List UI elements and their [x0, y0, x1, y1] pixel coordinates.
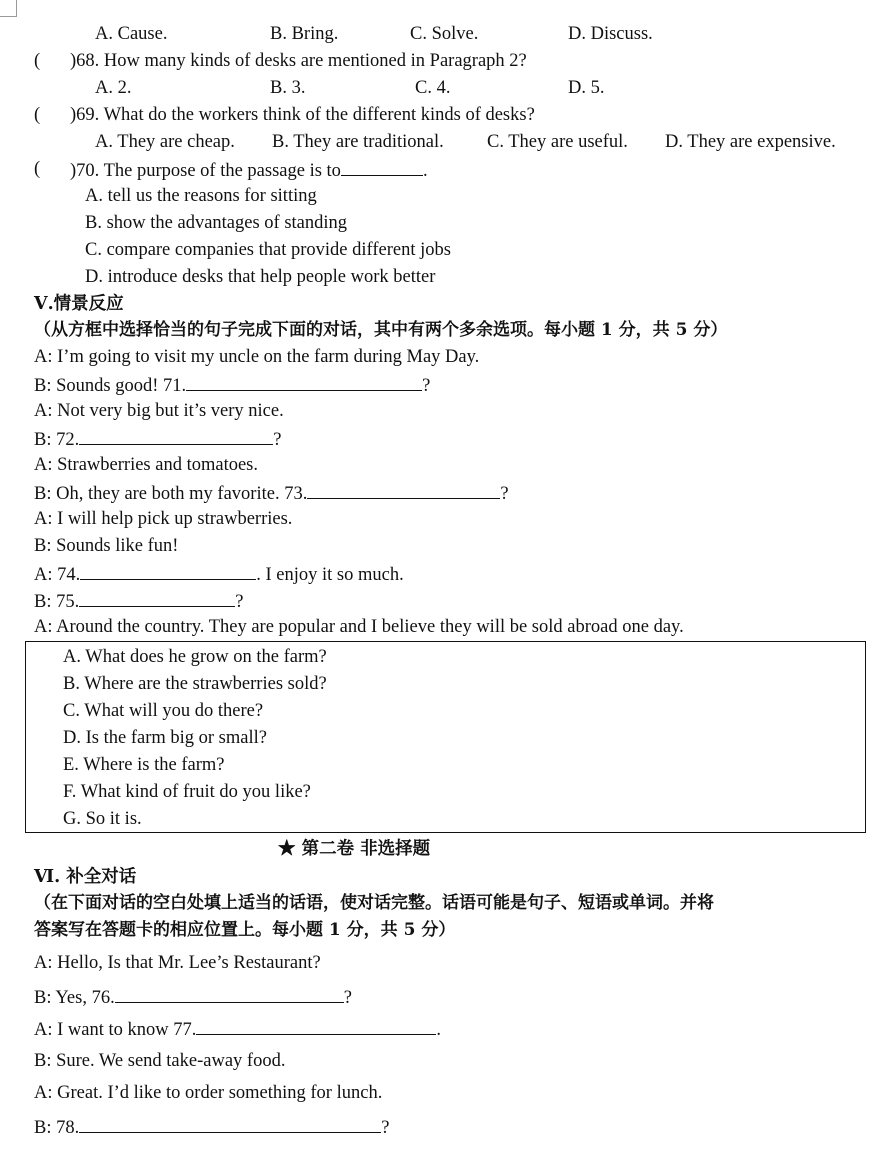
blank-71[interactable]	[186, 372, 422, 391]
q69-stem: )69. What do the workers think of the different kinds of desks?	[70, 105, 535, 125]
s5-line10-end: ?	[235, 592, 244, 612]
part2-title: ★ 第二卷 非选择题	[278, 839, 431, 859]
q70-option-a: A. tell us the reasons for sitting	[85, 186, 317, 206]
s5-dialogue-line-10	[34, 588, 243, 612]
section5-title: Ⅴ.情景反应	[34, 294, 124, 314]
q68-stem: )68. How many kinds of desks are mentioned in Paragraph 2?	[70, 51, 527, 71]
q70-option-c: C. compare companies that provide different jobs	[85, 240, 451, 260]
s5-dialogue-line-9	[34, 561, 404, 585]
box-option-g: G. So it is.	[63, 809, 142, 829]
s6-line2-end: ?	[343, 988, 352, 1008]
s6-dialogue-line-4: B: Sure. We send take-away food.	[34, 1051, 286, 1071]
q69-option-c: C. They are useful.	[487, 132, 628, 152]
section6-instruction-line-2: 答案写在答题卡的相应位置上。每小题 1 分，共 5 分）	[34, 920, 456, 940]
q67-option-d: D. Discuss.	[568, 24, 653, 44]
s5-line2-text: B: Sounds good! 71.	[34, 376, 187, 396]
s5-line4-text: B: 72.	[34, 430, 80, 450]
s6-dialogue-line-2	[34, 984, 352, 1008]
q70-paren: (	[34, 159, 41, 179]
s5-dialogue-line-11: A: Around the country. They are popular and I believe they will be sold abroad one day.	[34, 617, 684, 637]
q70-answer-blank[interactable]	[341, 157, 423, 176]
q68-paren: (	[34, 51, 41, 71]
s5-dialogue-line-5: A: Strawberries and tomatoes.	[34, 455, 258, 475]
box-option-f: F. What kind of fruit do you like?	[63, 782, 311, 802]
s6-line6-end: ?	[381, 1118, 390, 1138]
box-option-e: E. Where is the farm?	[63, 755, 225, 775]
q70-option-b: B. show the advantages of standing	[85, 213, 348, 233]
s5-dialogue-line-7: A: I will help pick up strawberries.	[34, 509, 293, 529]
s5-line2-end: ?	[422, 376, 431, 396]
s6-dialogue-line-5: A: Great. I’d like to order something for lunch.	[34, 1083, 383, 1103]
blank-78[interactable]	[79, 1114, 381, 1133]
q70-stem: )70. The purpose of the passage is to	[70, 161, 341, 181]
box-option-c: C. What will you do there?	[63, 701, 264, 721]
s5-line9-end: . I enjoy it so much.	[256, 565, 404, 585]
box-option-b: B. Where are the strawberries sold?	[63, 674, 327, 694]
page-corner-mark	[0, 0, 17, 17]
q68-option-b: B. 3.	[270, 78, 306, 98]
blank-74[interactable]	[80, 561, 256, 580]
s5-line10-text: B: 75.	[34, 592, 80, 612]
s6-dialogue-line-1: A: Hello, Is that Mr. Lee’s Restaurant?	[34, 953, 321, 973]
q68-option-d: D. 5.	[568, 78, 605, 98]
s5-line6-end: ?	[500, 484, 509, 504]
blank-75[interactable]	[79, 588, 235, 607]
q68-option-c: C. 4.	[415, 78, 451, 98]
q67-option-b: B. Bring.	[270, 24, 339, 44]
s5-dialogue-line-3: A: Not very big but it’s very nice.	[34, 401, 284, 421]
section5-instruction: （从方框中选择恰当的句子完成下面的对话，其中有两个多余选项。每小题 1 分，共 5 分）	[34, 320, 728, 340]
q69-option-b: B. They are traditional.	[272, 132, 444, 152]
q70-stem-line	[70, 157, 428, 181]
box-option-a: A. What does he grow on the farm?	[63, 647, 327, 667]
blank-77[interactable]	[196, 1016, 436, 1035]
section6-instruction-line-1: （在下面对话的空白处填上适当的话语，使对话完整。话语可能是句子、短语或单词。并将	[34, 893, 714, 913]
s5-dialogue-line-1: A: I’m going to visit my uncle on the farm during May Day.	[34, 347, 480, 367]
s5-line6-text: B: Oh, they are both my favorite. 73.	[34, 484, 308, 504]
s5-dialogue-line-8: B: Sounds like fun!	[34, 536, 179, 556]
s5-line4-end: ?	[273, 430, 282, 450]
s6-line3-end: .	[436, 1020, 441, 1040]
blank-72[interactable]	[79, 426, 273, 445]
q67-option-c: C. Solve.	[410, 24, 479, 44]
q70-stem-end: .	[422, 161, 428, 181]
blank-76[interactable]	[115, 984, 344, 1003]
box-option-d: D. Is the farm big or small?	[63, 728, 267, 748]
s6-line3-text: A: I want to know 77.	[34, 1020, 197, 1040]
s6-line6-text: B: 78.	[34, 1118, 80, 1138]
s5-line9-text: A: 74.	[34, 565, 81, 585]
s5-dialogue-line-6	[34, 480, 509, 504]
s6-dialogue-line-3	[34, 1016, 441, 1040]
s5-dialogue-line-2	[34, 372, 430, 396]
q67-option-a: A. Cause.	[95, 24, 168, 44]
q69-option-a: A. They are cheap.	[95, 132, 235, 152]
s6-dialogue-line-6	[34, 1114, 389, 1138]
section6-title: Ⅵ. 补全对话	[34, 867, 137, 887]
q68-option-a: A. 2.	[95, 78, 132, 98]
q69-option-d: D. They are expensive.	[665, 132, 836, 152]
s6-line2-text: B: Yes, 76.	[34, 988, 115, 1008]
q70-option-d: D. introduce desks that help people work better	[85, 267, 436, 287]
s5-dialogue-line-4	[34, 426, 281, 450]
q69-paren: (	[34, 105, 41, 125]
blank-73[interactable]	[307, 480, 500, 499]
